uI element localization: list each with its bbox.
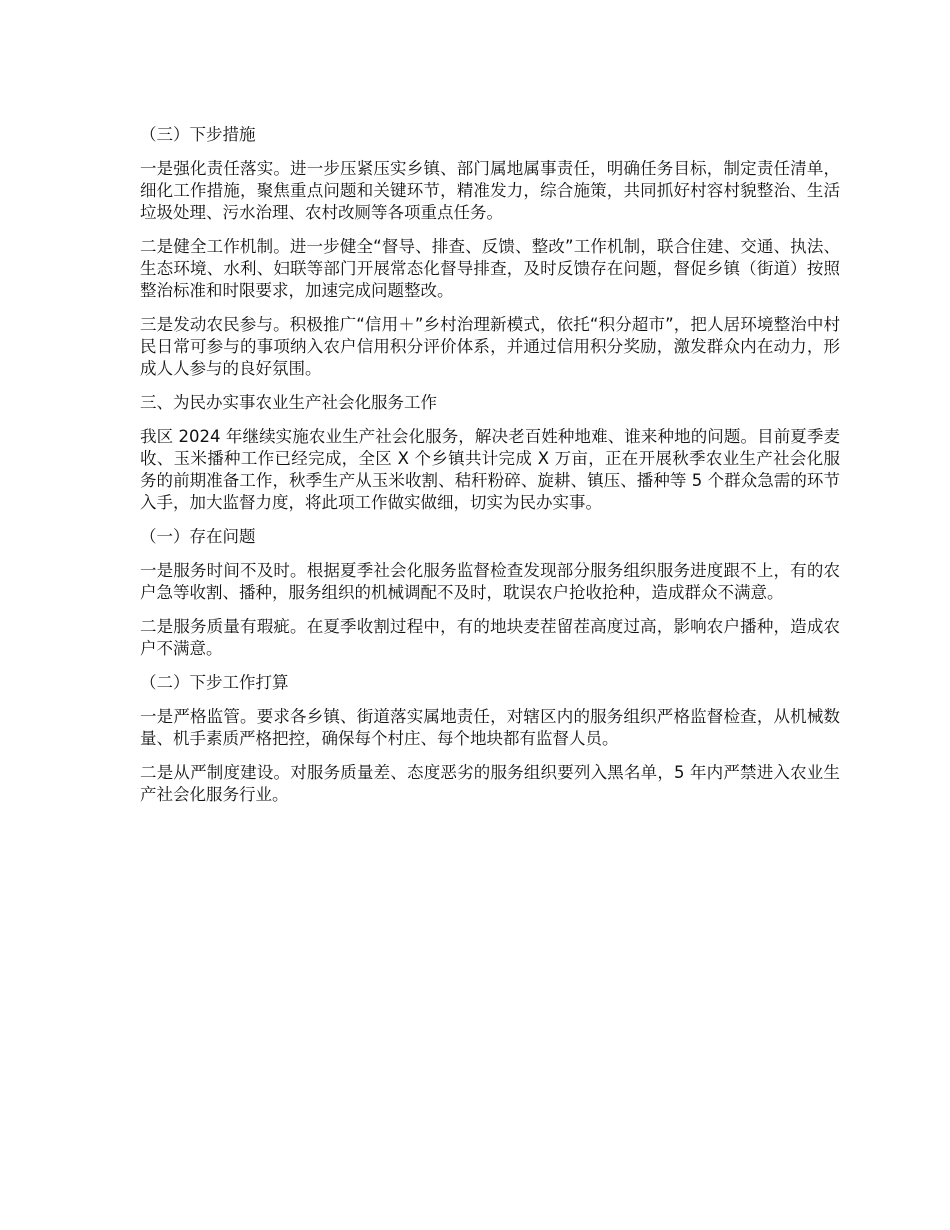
section-heading-existing-problems: （一）存在问题 [140,527,256,546]
section-heading-work-plan: （二）下步工作打算 [140,673,289,692]
paragraph-strengthen-responsibility: 一是强化责任落实。进一步压紧压实乡镇、部门属地属事责任，明确任务目标，制定责任清单，细化工作措施，聚焦重点问题和关键环节，精准发力，综合施策，共同抓好村容村貌整治、生活垃圾处理、污水治理、农村改厕等各项重点任务。 [140,159,840,222]
paragraph-service-quality: 二是服务质量有瑕疵。在夏季收割过程中，有的地块麦茬留茬高度过高，影响农户播种，造成农户不满意。 [140,617,840,658]
section-heading-next-steps: （三）下步措施 [140,125,256,144]
section-heading-agri-services: 三、为民办实事农业生产社会化服务工作 [140,393,437,412]
paragraph-mobilize-farmers: 三是发动农民参与。积极推广“信用＋”乡村治理新模式，依托“积分超市”，把人居环境整治中村民日常可参与的事项纳入农户信用积分评价体系，并通过信用积分奖励，激发群众内在动力，形成人人参与的良好氛围。 [140,315,840,378]
paragraph-strict-system: 二是从严制度建设。对服务质量差、态度恶劣的服务组织要列入黑名单，5 年内严禁进入农业生产社会化服务行业。 [140,763,840,804]
document-page [140,124,840,818]
paragraph-agri-services-overview: 我区 2024 年继续实施农业生产社会化服务，解决老百姓种地难、谁来种地的问题。目前夏季麦收、玉米播种工作已经完成，全区 X 个乡镇共计完成 X 万亩，正在开展秋季农业生产社会化服务的前期准备工作，秋季生产从玉米收割、秸秆粉碎、旋耕、镇压、播种等 5 个群众急需的环节入手，加大监督力度，将此项工作做实做细，切实为民办实事。 [140,427,840,512]
paragraph-improve-mechanism: 二是健全工作机制。进一步健全“督导、排查、反馈、整改”工作机制，联合住建、交通、执法、生态环境、水利、妇联等部门开展常态化督导排查，及时反馈存在问题，督促乡镇（街道）按照整治标准和时限要求，加速完成问题整改。 [140,237,840,300]
paragraph-service-timing: 一是服务时间不及时。根据夏季社会化服务监督检查发现部分服务组织服务进度跟不上，有的农户急等收割、播种，服务组织的机械调配不及时，耽误农户抢收抢种，造成群众不满意。 [140,561,840,602]
paragraph-strict-supervision: 一是严格监管。要求各乡镇、街道落实属地责任，对辖区内的服务组织严格监督检查，从机械数量、机手素质严格把控，确保每个村庄、每个地块都有监督人员。 [140,707,840,748]
